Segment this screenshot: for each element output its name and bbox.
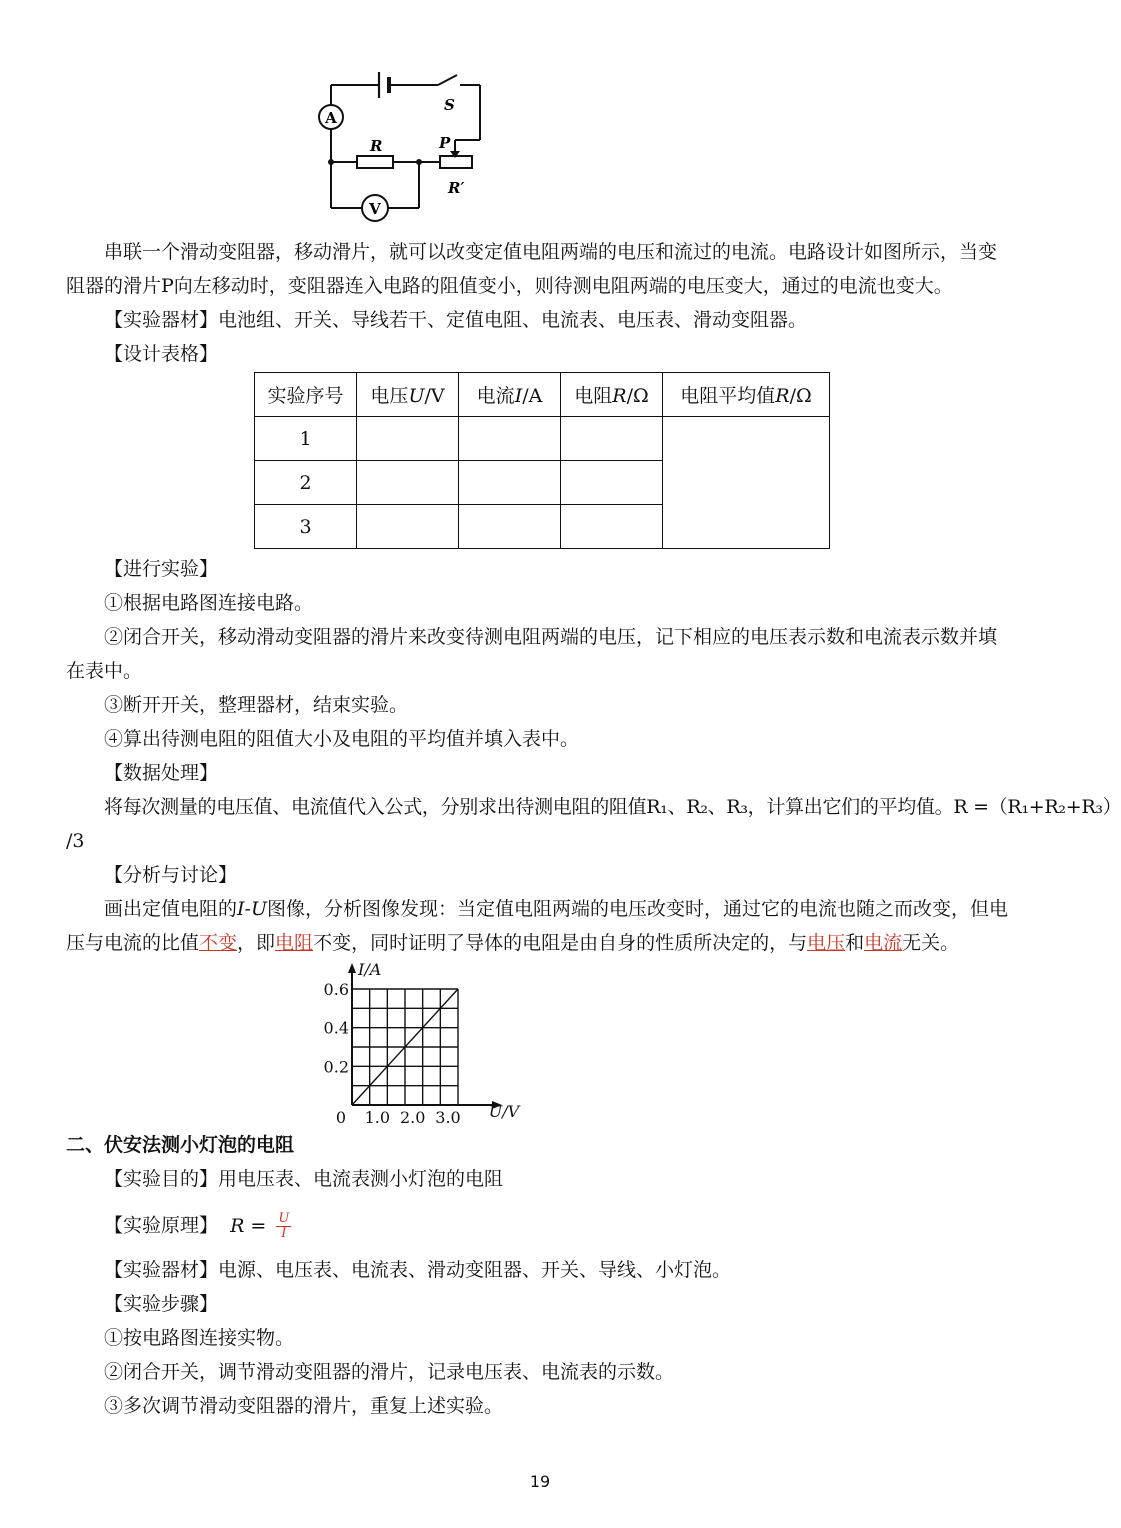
analysis-line1: 画出定值电阻的I-U图像，分析图像发现：当定值电阻两端的电压改变时，通过它的电流也随之而改变，但电 — [104, 898, 1008, 920]
data-processing-text: 将每次测量的电压值、电流值代入公式，分别求出待测电阻的阻值R₁、R₂、R₃，计算出它们的平均值。R =（R₁+R₂+R₃） — [104, 796, 1121, 818]
circuit-diagram — [300, 60, 500, 225]
y-axis-label: I/A — [358, 960, 382, 979]
iu-graph — [320, 955, 520, 1127]
procedure-step-4: ④算出待测电阻的阻值大小及电阻的平均值并填入表中。 — [104, 728, 580, 750]
header-index: 实验序号 — [255, 373, 357, 417]
procedure-heading: 【进行实验】 — [104, 558, 219, 580]
data-processing-heading: 【数据处理】 — [104, 762, 219, 784]
header-voltage: 电压U/V — [357, 373, 459, 417]
table-cell — [459, 505, 561, 549]
analysis-heading: 【分析与讨论】 — [104, 864, 238, 886]
page-number: 19 — [529, 1472, 551, 1491]
x-tick-label: 2.0 — [399, 1108, 426, 1127]
header-resistance: 电阻R/Ω — [561, 373, 663, 417]
answer-blank: 电压 — [807, 932, 846, 954]
procedure-step-3: ③断开开关，整理器材，结束实验。 — [104, 694, 409, 716]
section2-step-1: ①按电路图连接实物。 — [104, 1327, 295, 1349]
ammeter-label: A — [325, 109, 337, 127]
answer-blank: 电阻 — [275, 932, 314, 954]
table-cell — [357, 417, 459, 461]
x-tick-label: 1.0 — [364, 1108, 391, 1127]
rheostat-label: R′ — [448, 179, 465, 197]
y-axis-arrow — [348, 963, 356, 973]
y-tick-label: 0.4 — [323, 1018, 349, 1038]
average-cell — [663, 417, 830, 549]
x-tick-label: 3.0 — [435, 1108, 461, 1127]
table-row — [255, 417, 830, 461]
answer-blank: 电流 — [864, 932, 903, 954]
y-tick-label: 0.6 — [323, 980, 349, 999]
principle-numerator: U — [278, 1211, 290, 1226]
section2-title: 二、伏安法测小灯泡的电阻 — [66, 1134, 295, 1156]
section2-steps-heading: 【实验步骤】 — [104, 1293, 219, 1315]
procedure-step-2a: ②闭合开关，移动滑动变阻器的滑片来改变待测电阻两端的电压，记下相应的电压表示数和电流表示数并填 — [104, 626, 998, 648]
answer-blank: 不变 — [199, 932, 238, 954]
x-tick-label: 0 — [335, 1108, 346, 1127]
data-processing-tail: /3 — [66, 830, 85, 852]
para1-line2: 阻器的滑片P向左移动时，变阻器连入电路的阻值变小，则待测电阻两端的电压变大，通过的电流也变大。 — [66, 275, 953, 297]
x-axis-label: U/V — [488, 1102, 520, 1121]
table-cell — [357, 505, 459, 549]
y-tick-label: 0.2 — [323, 1057, 349, 1077]
principle-denominator: I — [281, 1226, 287, 1241]
table-cell — [561, 417, 663, 461]
table-cell — [357, 461, 459, 505]
section2-step-3: ③多次调节滑动变阻器的滑片，重复上述实验。 — [104, 1395, 504, 1417]
procedure-step-1: ①根据电路图连接电路。 — [104, 592, 314, 614]
table-cell — [561, 505, 663, 549]
para1-line1: 串联一个滑动变阻器，移动滑片，就可以改变定值电阻两端的电压和流过的电流。电路设计如图所示，当变 — [104, 241, 998, 263]
analysis-line2: 压与电流的比值不变，即电阻不变，同时证明了导体的电阻是由自身的性质所决定的，与电压和电流无关。 — [66, 932, 960, 954]
switch-label: S — [444, 96, 455, 114]
header-average: 电阻平均值R/Ω — [663, 373, 830, 417]
procedure-step-2b: 在表中。 — [66, 660, 143, 682]
section2-step-2: ②闭合开关，调节滑动变阻器的滑片，记录电压表、电流表的示数。 — [104, 1361, 675, 1383]
row-index: 2 — [255, 461, 357, 505]
table-cell — [561, 461, 663, 505]
row-index: 1 — [255, 417, 357, 461]
row-index: 3 — [255, 505, 357, 549]
table-cell — [459, 461, 561, 505]
section2-principle: 【实验原理】 R = $\frac{U}{I}$ — [104, 1211, 290, 1241]
equipment1: 【实验器材】电池组、开关、导线若干、定值电阻、电流表、电压表、滑动变阻器。 — [104, 309, 808, 331]
voltmeter-label: V — [369, 200, 381, 218]
table-heading: 【设计表格】 — [104, 343, 219, 365]
slider-label: P — [439, 134, 451, 152]
table-header-row — [255, 373, 830, 417]
table-cell — [459, 417, 561, 461]
section2-purpose: 【实验目的】用电压表、电流表测小灯泡的电阻 — [104, 1168, 504, 1190]
record-table — [254, 372, 830, 549]
section2-equipment: 【实验器材】电源、电压表、电流表、滑动变阻器、开关、导线、小灯泡。 — [104, 1259, 732, 1281]
header-current: 电流I/A — [459, 373, 561, 417]
resistor-label: R — [370, 137, 383, 155]
